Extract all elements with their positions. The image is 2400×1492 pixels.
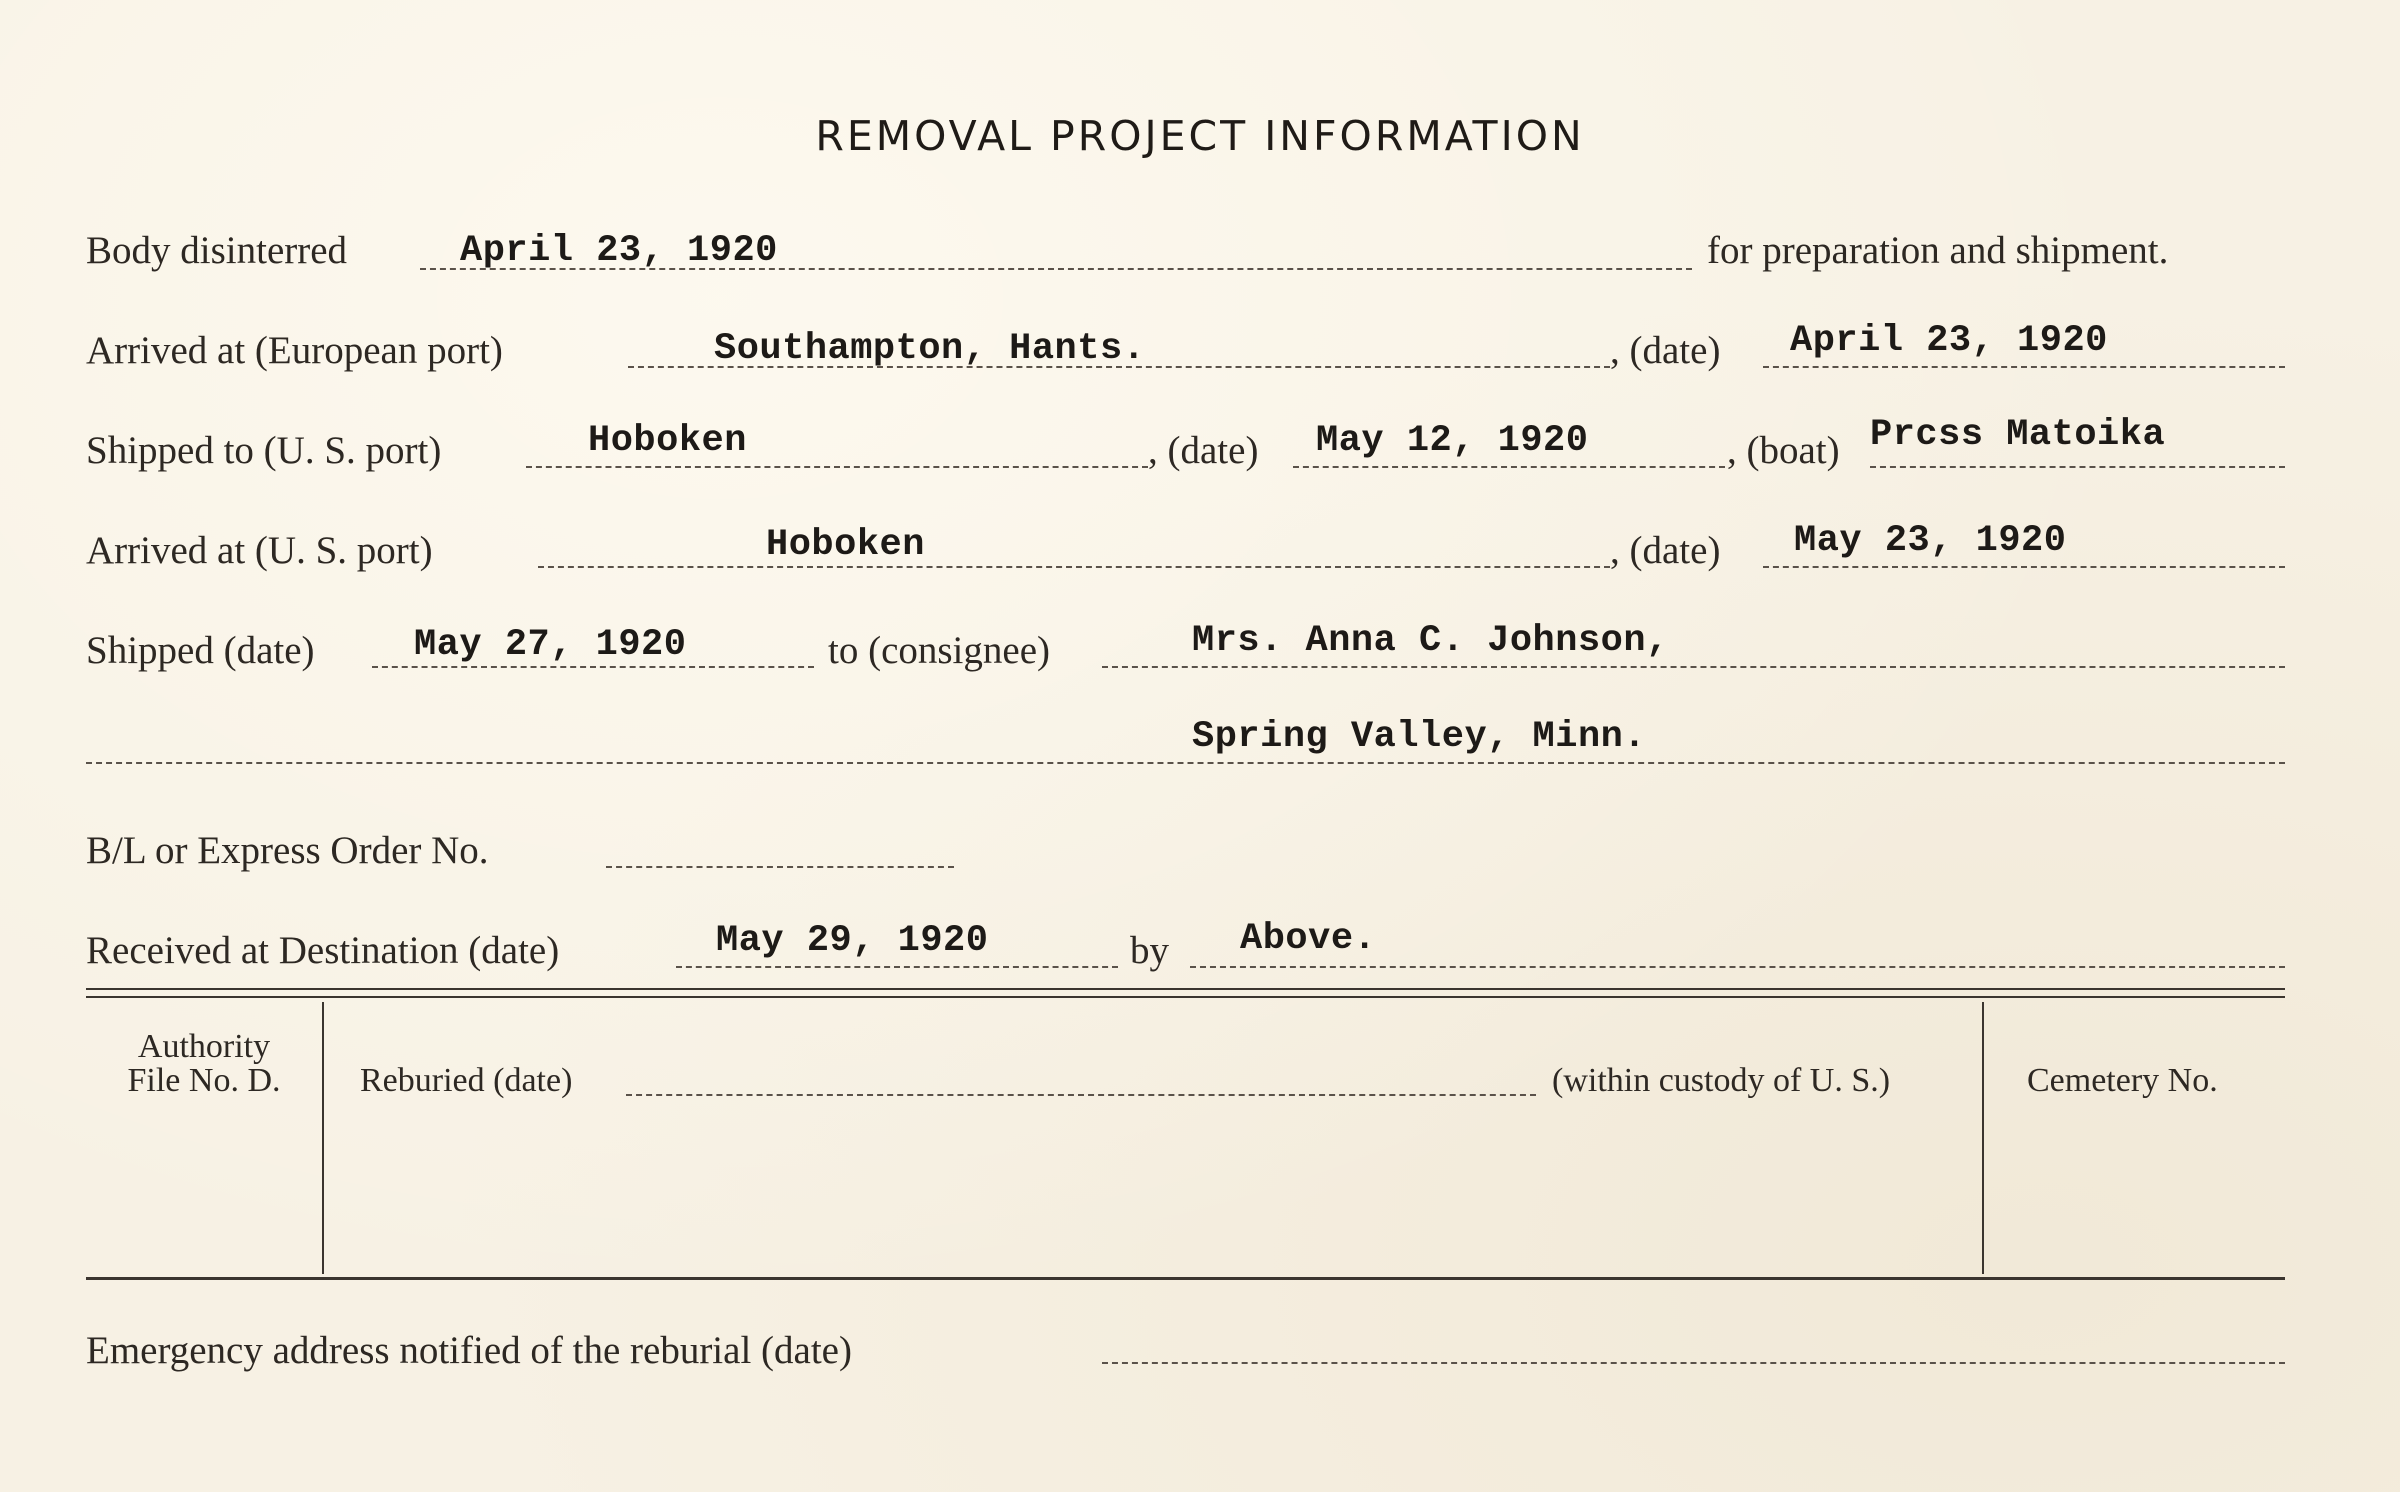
shipped-us-port-line [526, 466, 1148, 468]
shipped-date-line [372, 666, 814, 668]
received-label: Received at Destination (date) [86, 929, 560, 972]
table-bottom-rule [86, 1277, 2285, 1280]
arrived-european-port-value: Southampton, Hants. [714, 328, 1146, 370]
arrived-us-date-label: , (date) [1610, 529, 1721, 572]
table-top-rule-lower [86, 996, 2285, 998]
arrived-us-port-value: Hoboken [766, 524, 925, 566]
arrived-us-port-line [538, 566, 1610, 568]
reburied-date-line [626, 1094, 1536, 1096]
consignee-label: to (consignee) [828, 629, 1051, 672]
bl-order-line [606, 866, 954, 868]
arrived-european-date-line [1763, 366, 2285, 368]
arrived-european-port-label: Arrived at (European port) [86, 329, 503, 372]
received-date-value: May 29, 1920 [716, 920, 989, 962]
file-no-label: File No. D. [127, 1062, 281, 1099]
shipped-us-date-label: , (date) [1148, 429, 1259, 472]
received-by-value: Above. [1240, 918, 1377, 960]
consignee-address-line [86, 762, 2285, 764]
authority-divider [322, 1002, 324, 1274]
form-title: REMOVAL PROJECT INFORMATION [815, 112, 1585, 160]
authority-label: Authority [137, 1028, 271, 1065]
arrived-us-date-value: May 23, 1920 [1794, 520, 2067, 562]
emergency-address-label: Emergency address notified of the reburial (date) [86, 1329, 852, 1372]
arrived-us-date-line [1763, 566, 2285, 568]
consignee-line [1102, 666, 2285, 668]
shipped-us-date-value: May 12, 1920 [1316, 420, 1589, 462]
body-disinterred-label: Body disinterred [86, 229, 348, 272]
shipped-date-value: May 27, 1920 [414, 624, 687, 666]
shipped-us-date-line [1293, 466, 1725, 468]
consignee-address-value: Spring Valley, Minn. [1192, 716, 1647, 758]
arrived-european-date-value: April 23, 1920 [1790, 320, 2108, 362]
shipped-us-port-value: Hoboken [588, 420, 747, 462]
shipped-date-label: Shipped (date) [86, 629, 315, 672]
body-disinterred-value: April 23, 1920 [460, 230, 778, 272]
cemetery-no-label: Cemetery No. [2027, 1062, 2218, 1099]
shipped-us-boat-value: Prcss Matoika [1870, 414, 2166, 456]
emergency-address-line [1102, 1362, 2285, 1364]
shipped-us-port-label: Shipped to (U. S. port) [86, 429, 442, 472]
shipped-us-boat-label: , (boat) [1727, 429, 1840, 472]
reburied-date-label: Reburied (date) [360, 1062, 573, 1099]
table-top-rule-upper [86, 988, 2285, 990]
body-disinterred-suffix: for preparation and shipment. [1707, 229, 2169, 272]
custody-label: (within custody of U. S.) [1552, 1062, 1891, 1099]
received-by-line [1190, 966, 2285, 968]
authority-file-header [92, 1030, 316, 1098]
bl-order-label: B/L or Express Order No. [86, 829, 489, 872]
arrived-european-date-label: , (date) [1610, 329, 1721, 372]
received-by-label: by [1130, 929, 1169, 972]
received-date-line [676, 966, 1118, 968]
arrived-us-port-label: Arrived at (U. S. port) [86, 529, 433, 572]
shipped-us-boat-line [1870, 466, 2285, 468]
consignee-value: Mrs. Anna C. Johnson, [1192, 620, 1669, 662]
cemetery-divider [1982, 1002, 1984, 1274]
